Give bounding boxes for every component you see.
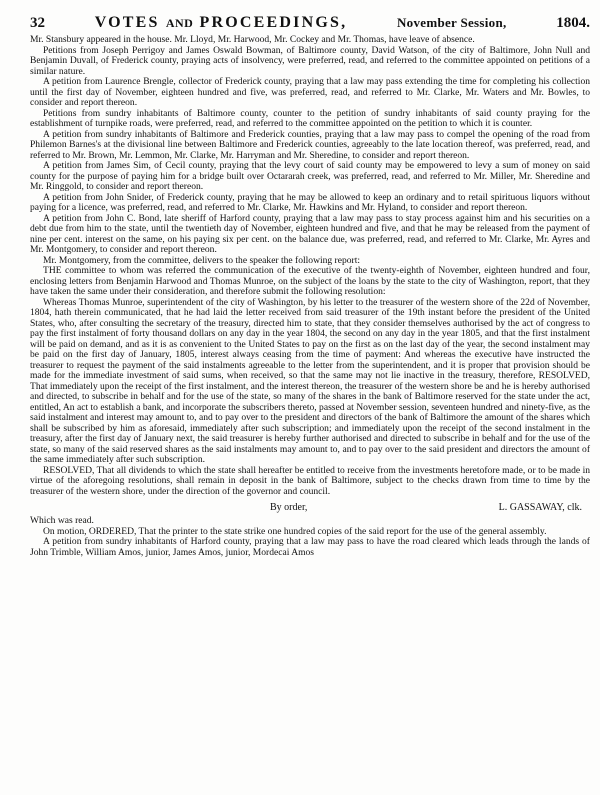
document-body-continued: [30, 516, 590, 558]
document-body: [30, 35, 590, 497]
paragraph: Petitions from sundry inhabitants of Baltimore county, counter to the petition of sundry inhabitants of said county praying for the establishment of turnpike roads, were preferred, read, and referred to the committee appointed on the petition to which it is counter.: [30, 107, 590, 129]
paragraph: A petition from sundry inhabitants of Baltimore and Frederick counties, praying that a law may pass to compel the opening of the road from Philemon Barnes's at the divisional line between Baltimore and Frederick counties, agreeably to the late location thereof, was preferred, read, and referred to Mr. Brown, Mr. Lemmon, Mr. Clarke, Mr. Harryman and Mr. Sheredine, to consider and report thereon.: [30, 128, 590, 161]
running-header: [30, 14, 590, 32]
page-number: 32: [30, 15, 45, 31]
by-order: By order,: [270, 502, 308, 513]
paragraph: Which was read.: [30, 515, 94, 526]
signature-block: [30, 497, 590, 516]
resolution: RESOLVED, That all dividends to which the state shall hereafter be entitled to receive from the investments heretofore made, or to be made in virtue of the aforegoing resolutions, shall remain in deposit in the bank of Baltimore, subject to the checks drawn from time to time by the treasurer of the western shore, under the direction of the governor and council.: [30, 464, 590, 497]
title-and: AND: [165, 16, 194, 30]
paragraph: A petition from John C. Bond, late sheriff of Harford county, praying that a law may pass to stay process against him and his securities on a debt due from him to the state, until the twentieth day of November, eighteen hundred and five, and that he may be released from the payment of nine per cent. interest on the same, on his paying six per cent. on the balance due, was preferred, read, and referred to Mr. Clarke, Mr. Ayres and Mr. Montgomery, to consider and report thereon.: [30, 212, 590, 255]
paragraph: On motion, ORDERED, That the printer to the state strike one hundred copies of the said report for the use of the general assembly.: [43, 525, 547, 537]
paragraph: Petitions from Joseph Perrigoy and James Oswald Bowman, of Baltimore county, David Watson, of the city of Baltimore, John Null and Benjamin Duvall, of Frederick county, praying acts of insolvency, were preferred, read, and referred to the committee appointed on petitions of a similar nature.: [30, 44, 590, 77]
paragraph: A petition from sundry inhabitants of Harford county, praying that a law may pass to have the road cleared which leads through the lands of John Trimble, William Amos, junior, James Amos, junior, Mordecai Amos: [30, 536, 590, 558]
committee-report: THE committee to whom was referred the communication of the executive of the twenty-eighth of November, eighteen hundred and four, enclosing letters from Benjamin Harwood and Thomas Munroe, on the subject of the loans by the state to the city of Washington, report, that they have taken the same under their consideration, and therefore submit the following resolution:: [30, 265, 590, 297]
paragraph: Mr. Stansbury appeared in the house. Mr. Lloyd, Mr. Harwood, Mr. Cockey and Mr. Thomas, have leave of absence.: [30, 34, 475, 45]
session-label: November Session,: [396, 15, 507, 30]
paragraph: A petition from John Snider, of Frederick county, praying that he may be allowed to keep an ordinary and to retail spirituous liquors without paying for a licence, was preferred, read, and referred to Mr. Clarke, Mr. Hawkins and Mr. Hyland, to consider and report thereon.: [30, 191, 590, 213]
paragraph: A petition from James Sim, of Cecil county, praying that the levy court of said county may be empowered to levy a sum of money on said county for the purpose of paying him for a bridge built over Octararah creek, was preferred, read, and referred to Mr. Miller, Mr. Sheredine and Mr. Ringgold, to consider and report thereon.: [30, 160, 590, 192]
session-year: 1804.: [556, 15, 590, 31]
paragraph: A petition from Laurence Brengle, collector of Frederick county, praying that a law may pass extending the time for completing his collection until the first day of November, eighteen hundred and five, was preferred, read, and referred to Mr. Clarke, Mr. Waters and Mr. Bowles, to consider and report thereon.: [30, 76, 590, 108]
page-title: [95, 14, 348, 32]
title-votes: VOTES: [94, 14, 160, 31]
whereas-clause: Whereas Thomas Munroe, superintendent of the city of Washington, by his letter to the treasurer of the western shore of the 22d of November, 1804, hath therein communicated, that he had laid the letter received from said treasurer of the 19th instant before the president of the United States, who, after consulting the secretary of the treasury, directed him to state, that they consider themselves authorised by the act of congress to pay the first instalment of forty thousand dollars on any day in the year 1804, the second on any day in the year 1805, and that the first instalment will be paid on demand, and as it is as convenient to the United States to pay on the first as on the last day of the year, the second instalment may be paid on the first day of January, 1805, interest always ceasing from the time of payment: And whereas the executive have instructed the treasurer to request the payment of the said instalments agreeable to the letter from the superintendent, and it is proper that provision should be made for the immediate investment of said sums, when received, so that the same may not lie inactive in the treasury, therefore, RESOLVED, That immediately upon the receipt of the first instalment, and the interest thereon, the treasurer of the western shore be and he is hereby authorised and directed, to subscribe in behalf and for the use of the state, so many of the shares in the bank of Baltimore reserved for the state under the act, entitled, An act to establish a bank, and incorporate the subscribers thereto, passed at November session, seventeen hundred and ninety-five, as the said instalment and interest may amount to, and to pay over to the president and directors of the bank of Baltimore the amount of the shares which shall be subscribed by him as aforesaid, immediately after such subscription; and immediately upon the receipt of the second instalment in the treasury, after the first day of January next, the said treasurer is hereby further authorised and directed to subscribe in behalf and for the use of the state, so many of the said reserved shares as the said instalments may amount to, and to pay over to the said president and directors the amount of the same immediately after such subscription.: [30, 296, 590, 465]
paragraph: Mr. Montgomery, from the committee, delivers to the speaker the following report:: [43, 254, 360, 266]
clerk-signature: L. GASSAWAY, clk.: [498, 502, 582, 513]
title-proceedings: PROCEEDINGS,: [199, 14, 348, 31]
